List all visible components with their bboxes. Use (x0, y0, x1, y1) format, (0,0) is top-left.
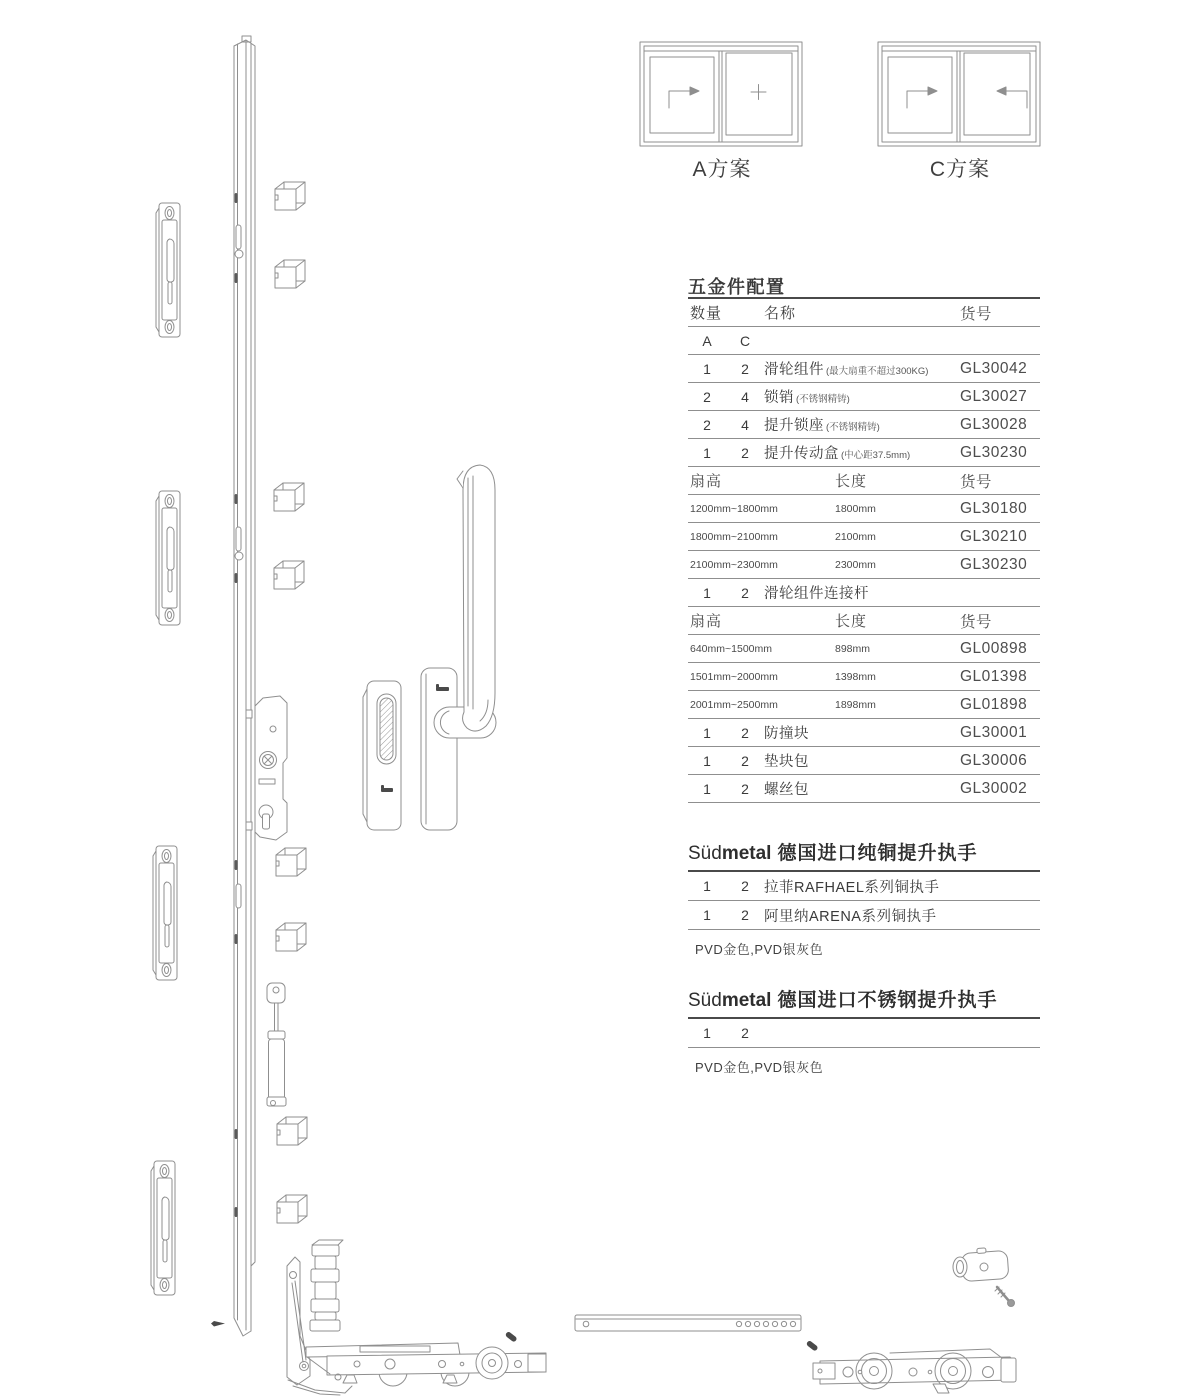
slide-direction-arrow-icon (669, 87, 699, 108)
fan-height-header: 扇高 (690, 613, 723, 630)
qty-c: 4 (741, 416, 749, 433)
plan-c-col: C (739, 332, 751, 349)
size-row (688, 635, 1040, 663)
lock-keeper-plate-drawing (156, 203, 180, 337)
part-code: GL30028 (960, 415, 1028, 433)
part-code: GL01898 (960, 695, 1028, 713)
table-row (688, 411, 1040, 439)
connecting-rod-drawing (575, 1315, 801, 1331)
part-name: 锁销 (764, 390, 794, 406)
qty-a: 1 (703, 1025, 711, 1041)
qty-c: 2 (741, 907, 749, 923)
slide-direction-arrow-left-icon (997, 87, 1027, 108)
qty-c: 4 (741, 388, 749, 405)
section-title-text: 德国进口纯铜提升执手 (777, 843, 978, 864)
qty-a: 1 (703, 444, 711, 461)
part-name: 滑轮组件 (764, 362, 824, 378)
table-row (688, 439, 1040, 467)
brand-name: Süd (688, 843, 722, 864)
size-row (688, 495, 1040, 523)
table-row (688, 579, 1040, 607)
roller-carriage-drawing (306, 1343, 546, 1386)
part-name: 提升传动盒 (764, 446, 839, 462)
lock-keeper-plate-drawing (151, 1161, 175, 1295)
part-note: (不锈钢精铸) (826, 422, 880, 433)
gas-strut-drawing (267, 983, 286, 1106)
qty-c: 2 (741, 780, 749, 797)
window-plan-c-diagram (878, 42, 1040, 146)
hardware-table-title: 五金件配置 (688, 273, 1040, 299)
finish-note: PVD金色,PVD银灰色 (695, 942, 824, 957)
part-code: GL30230 (960, 443, 1028, 461)
part-code: GL00898 (960, 639, 1028, 657)
table-row (688, 355, 1040, 383)
plan-c-label: C方案 (929, 158, 991, 181)
fan-height-header: 扇高 (690, 473, 723, 490)
hardware-config-table (688, 273, 1040, 803)
length: 2100mm (835, 530, 876, 543)
part-code: GL30027 (960, 387, 1028, 405)
slide-direction-arrow-icon (907, 87, 937, 108)
length-header: 长度 (835, 613, 868, 630)
part-name: 阿里纳ARENA系列铜执手 (764, 908, 937, 925)
size-header-row (688, 467, 1040, 495)
length: 1898mm (835, 698, 876, 711)
qty-c: 2 (741, 584, 749, 601)
finish-note: PVD金色,PVD银灰色 (695, 1060, 824, 1075)
fan-height: 1200mm~1800mm (690, 502, 778, 515)
steel-section-title: Südmetal 德国进口不锈钢提升执手 (688, 985, 1040, 1019)
table-subheader-row (688, 327, 1040, 355)
size-row (688, 663, 1040, 691)
lock-block-drawing (277, 1117, 307, 1145)
part-code: GL30180 (960, 499, 1028, 517)
qty-c: 2 (741, 878, 749, 894)
window-plan-a-diagram (640, 42, 802, 146)
length: 2300mm (835, 558, 876, 571)
fixed-panel-plus-icon (751, 85, 766, 100)
length-header: 长度 (835, 473, 868, 490)
table-header-row (688, 299, 1040, 327)
name-header: 名称 (764, 305, 797, 322)
fan-height: 1800mm~2100mm (690, 530, 778, 543)
plan-a-col: A (702, 332, 712, 349)
part-code: GL30006 (960, 751, 1028, 769)
part-name: 拉菲RAFHAEL系列铜执手 (764, 879, 940, 896)
part-name: 提升锁座 (764, 418, 824, 434)
size-row (688, 551, 1040, 579)
length: 898mm (835, 642, 871, 655)
lift-rod-rail-drawing (234, 36, 255, 1336)
part-code: GL30230 (960, 555, 1028, 573)
qty-header: 数量 (690, 305, 723, 322)
part-code: GL30210 (960, 527, 1028, 545)
lock-keeper-plate-drawing (153, 846, 177, 980)
lock-block-drawing (275, 182, 305, 210)
lock-keeper-plate-drawing (156, 491, 180, 625)
code-header: 货号 (960, 305, 993, 323)
qty-a: 1 (703, 878, 711, 894)
qty-a: 2 (703, 388, 711, 405)
plan-a-label: A方案 (692, 158, 752, 181)
table-row (688, 719, 1040, 747)
size-header-row (688, 607, 1040, 635)
code-header: 货号 (960, 473, 993, 491)
roller-carriage-drawing (813, 1349, 1016, 1393)
part-name: 滑轮组件连接杆 (764, 586, 869, 602)
table-row (688, 747, 1040, 775)
size-row (688, 523, 1040, 551)
brand-name: Süd (688, 990, 722, 1011)
table-row (688, 383, 1040, 411)
part-note: (中心距37.5mm) (841, 450, 911, 461)
lift-handle-drawing (421, 465, 496, 830)
code-header: 货号 (960, 613, 993, 631)
lock-block-drawing (276, 923, 306, 951)
steel-handle-section (688, 985, 1040, 1076)
corner-bumper-drawing (310, 1240, 343, 1331)
anti-collision-cap-drawing (953, 1246, 1009, 1281)
table-row (688, 872, 1040, 901)
part-code: GL30042 (960, 359, 1028, 377)
lock-block-drawing (276, 848, 306, 876)
lock-block-drawing (277, 1195, 307, 1223)
fan-height: 640mm~1500mm (690, 642, 772, 655)
qty-c: 2 (741, 360, 749, 377)
length: 1398mm (835, 670, 876, 683)
screw-drawing (995, 1287, 1015, 1307)
brass-section-title: Südmetal 德国进口纯铜提升执手 (688, 838, 1040, 872)
qty-a: 1 (703, 907, 711, 923)
table-row (688, 775, 1040, 803)
part-note: (最大扇重不超过300KG) (826, 366, 929, 377)
part-note: (不锈钢精铸) (796, 394, 850, 405)
table-row (688, 901, 1040, 930)
part-name: 螺丝包 (764, 782, 809, 798)
qty-a: 1 (703, 584, 711, 601)
qty-c: 2 (741, 752, 749, 769)
qty-a: 2 (703, 416, 711, 433)
qty-a: 1 (703, 780, 711, 797)
section-title-text: 德国进口不锈钢提升执手 (777, 990, 998, 1011)
table-row (688, 1019, 1040, 1048)
fan-height: 2001mm~2500mm (690, 698, 778, 711)
flush-pull-drawing (363, 681, 401, 830)
fan-height: 2100mm~2300mm (690, 558, 778, 571)
lock-block-drawing (274, 561, 304, 589)
size-row (688, 691, 1040, 719)
qty-c: 2 (741, 1025, 749, 1041)
fan-height: 1501mm~2000mm (690, 670, 778, 683)
part-code: GL30002 (960, 779, 1028, 797)
part-name: 防撞块 (764, 726, 809, 742)
lock-block-drawing (274, 483, 304, 511)
qty-a: 1 (703, 752, 711, 769)
qty-a: 1 (703, 360, 711, 377)
qty-c: 2 (741, 444, 749, 461)
lock-block-drawing (275, 260, 305, 288)
qty-c: 2 (741, 724, 749, 741)
part-code: GL01398 (960, 667, 1028, 685)
length: 1800mm (835, 502, 876, 515)
qty-a: 1 (703, 724, 711, 741)
part-code: GL30001 (960, 723, 1028, 741)
brass-handle-section (688, 838, 1040, 958)
part-name: 垫块包 (764, 754, 809, 770)
